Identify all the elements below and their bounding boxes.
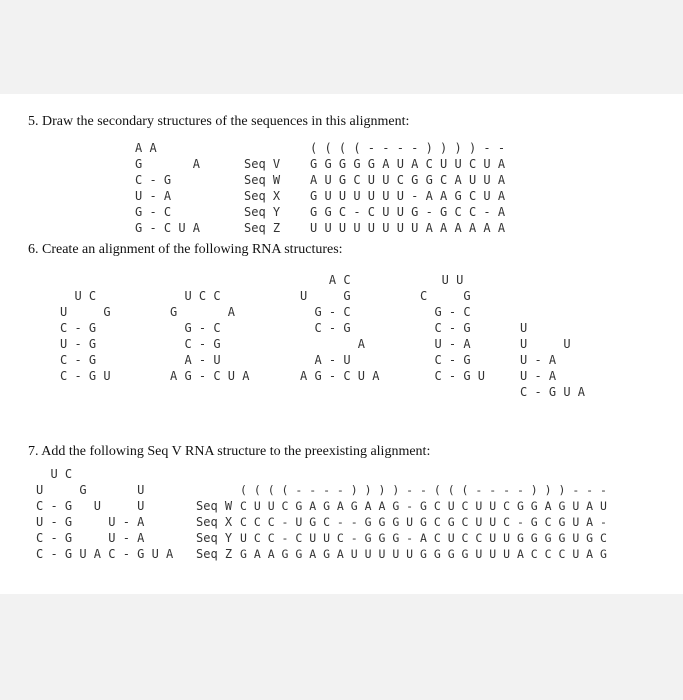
worksheet-page <box>0 94 683 594</box>
q5-sequence-labels: Seq V Seq W Seq X Seq Y Seq Z <box>244 157 281 235</box>
q6-structure-3: A C U G G - C C - G A A - U A G - C U A <box>300 273 380 383</box>
q7-sequence-labels: Seq W Seq X Seq Y Seq Z <box>196 499 233 561</box>
q6-structure-5: U U U U - A U - A C - G U A <box>520 321 586 399</box>
q7-secondary-structure: U C U G U C - G U U U - G U - A C - G U - A C - G U A C - G U A <box>36 467 174 561</box>
question-5-title: 5. Draw the secondary structures of the sequences in this alignment: <box>28 114 410 129</box>
q6-structure-4: U U C G G - C C - G U - A C - G C - G U <box>420 273 486 383</box>
q6-structure-2: U C C G A G - C C - G A - U A G - C U A <box>170 289 250 383</box>
question-7-title: 7. Add the following Seq V RNA structure to the preexisting alignment: <box>28 444 431 459</box>
q7-alignment: ( ( ( ( - - - - ) ) ) ) - - ( ( ( - - - - ) ) ) - - - C U U C G A G A G A A G - G C U C U U C G G A G U A U C C C - U G C - - G G G U G C G C U U C - G C G U A - U C C - C U U C - G G G - A C U C C U U G G G G U G C G A A G G A G A U U U U U G G G G U U U A C C C U A G <box>240 483 607 561</box>
question-6-title: 6. Create an alignment of the following RNA structures: <box>28 242 343 257</box>
q5-alignment: ( ( ( ( - - - - ) ) ) ) - - G G G G G A U A C U U C U A A U G C U U C G G C A U U A G U U U U U U - A A G C U A G G C - C U U G - G C C - A U U U U U U U U A A A A A A <box>310 141 506 235</box>
q5-secondary-structure: A A G A C - G U - A G - C G - C U A <box>135 141 201 235</box>
q6-structure-1: U C U G C - G U - G C - G C - G U <box>60 289 111 383</box>
